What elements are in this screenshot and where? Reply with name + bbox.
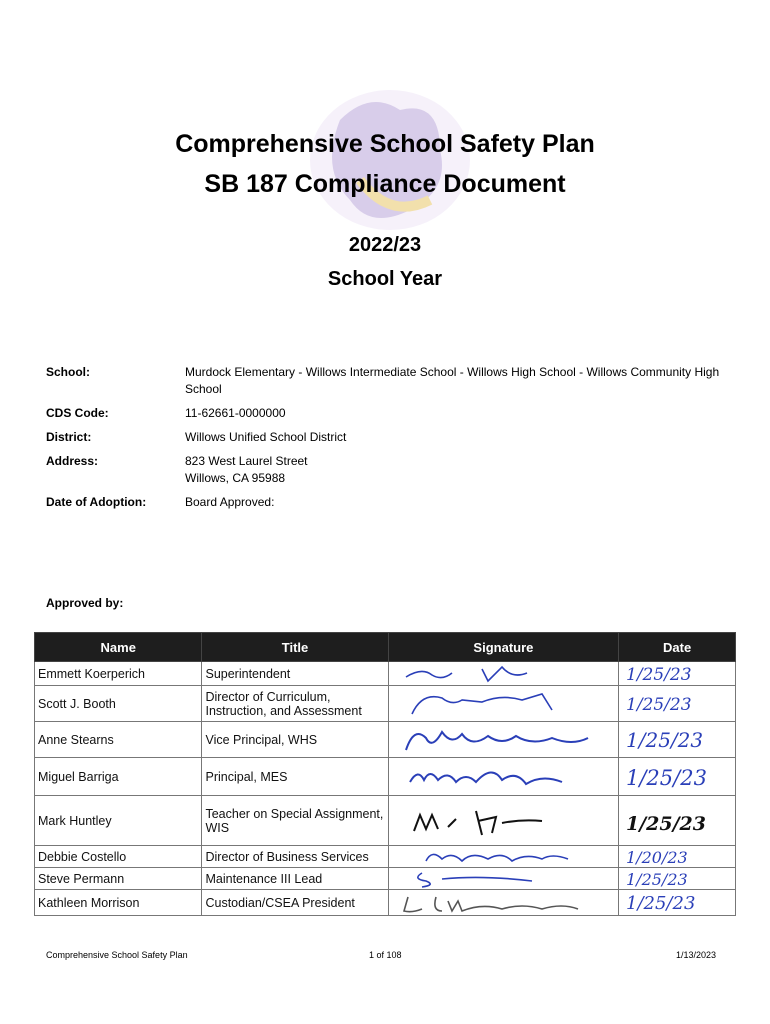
signature-cell: [388, 758, 619, 796]
svg-text:1/20/23: 1/20/23: [626, 847, 688, 867]
info-label: School:: [46, 365, 90, 379]
footer-date: 1/13/2023: [676, 950, 717, 960]
handwritten-date: [622, 761, 726, 793]
handwritten-signature: [392, 801, 608, 841]
signature-cell: [388, 796, 619, 846]
cell-title: Custodian/CSEA President: [202, 890, 388, 916]
table-row: [35, 796, 736, 846]
info-value: 11-62661-0000000: [185, 406, 286, 420]
handwritten-signature: [392, 663, 608, 685]
cell-title: Director of Business Services: [202, 846, 388, 868]
handwritten-date: [622, 869, 726, 889]
table-row: [35, 758, 736, 796]
info-row-cds-code: [46, 405, 736, 422]
cell-name: Miguel Barriga: [35, 758, 202, 796]
svg-text:1/25/23: 1/25/23: [626, 694, 692, 715]
approval-signature-table: [34, 632, 736, 928]
handwritten-signature: [392, 760, 608, 794]
info-row-date-of-adoption: [46, 494, 736, 511]
handwritten-signature: [392, 688, 608, 720]
table-row: [35, 722, 736, 758]
cell-title: Teacher on Special Assignment, WIS: [202, 796, 388, 846]
info-label: CDS Code:: [46, 406, 109, 420]
cell-name: Emmett Koerperich: [35, 662, 202, 686]
handwritten-date: [622, 690, 726, 718]
table-row: [35, 846, 736, 868]
footer-page-number: 1 of 108: [369, 950, 402, 960]
svg-text:1/25/23: 1/25/23: [626, 765, 708, 790]
school-year-value: 2022/23: [348, 234, 422, 256]
approved-by-heading: Approved by:: [46, 596, 124, 610]
table-row: [35, 662, 736, 686]
handwritten-signature: [392, 891, 608, 915]
cell-title: Vice Principal, WHS: [202, 722, 388, 758]
cell-title: Director of Curriculum, Instruction, and Assessment: [202, 686, 388, 722]
signature-cell: [388, 846, 619, 868]
table-header-row: [35, 633, 736, 662]
svg-text:1/25/23: 1/25/23: [626, 664, 692, 685]
info-value: Murdock Elementary - Willows Intermediate School - Willows High School - Willows Community High School: [185, 365, 720, 396]
handwritten-date: [622, 725, 726, 755]
svg-text:1/25/23: 1/25/23: [626, 869, 688, 889]
svg-text:1/25/23: 1/25/23: [626, 727, 704, 752]
info-value: [185, 453, 736, 487]
cell-date: [619, 662, 736, 686]
cell-name: Mark Huntley: [35, 796, 202, 846]
cell-name: Kathleen Morrison: [35, 890, 202, 916]
handwritten-signature: [392, 869, 608, 889]
svg-text:1/25/23: 1/25/23: [626, 812, 707, 835]
signature-cell: [388, 890, 619, 916]
school-info-block: [46, 364, 736, 518]
column-header-signature: Signature: [388, 633, 619, 662]
cell-name: Anne Stearns: [35, 722, 202, 758]
district-logo-watermark: [300, 80, 480, 240]
info-row-school: [46, 364, 736, 398]
svg-text:1/25/23: 1/25/23: [626, 892, 696, 914]
footer-document-name: Comprehensive School Safety Plan: [46, 950, 188, 960]
info-label: District:: [46, 430, 92, 444]
cell-date: [619, 846, 736, 868]
document-subtitle: SB 187 Compliance Document: [204, 170, 566, 198]
cell-date: [619, 686, 736, 722]
signature-cell: [388, 722, 619, 758]
cell-date: [619, 722, 736, 758]
cell-date: [619, 758, 736, 796]
cell-title: Principal, MES: [202, 758, 388, 796]
cell-date: [619, 868, 736, 890]
table-row: [35, 686, 736, 722]
handwritten-date: [622, 663, 726, 685]
cell-date: [619, 796, 736, 846]
signature-cell: [388, 662, 619, 686]
column-header-date: Date: [619, 633, 736, 662]
signature-cell: [388, 868, 619, 890]
address-street: 823 West Laurel Street: [185, 454, 308, 468]
column-header-name: Name: [35, 633, 202, 662]
cell-name: Debbie Costello: [35, 846, 202, 868]
info-row-district: [46, 429, 736, 446]
info-value: Board Approved:: [185, 495, 275, 509]
info-value: Willows Unified School District: [185, 430, 347, 444]
school-year-label: School Year: [327, 268, 443, 290]
cell-name: Steve Permann: [35, 868, 202, 890]
handwritten-signature: [392, 724, 608, 756]
cell-name: Scott J. Booth: [35, 686, 202, 722]
cell-title: Superintendent: [202, 662, 388, 686]
handwritten-signature: [392, 847, 608, 867]
cell-date: [619, 890, 736, 916]
column-header-title: Title: [202, 633, 388, 662]
handwritten-date: [622, 847, 726, 867]
signature-cell: [388, 686, 619, 722]
address-city: Willows, CA 95988: [185, 471, 286, 485]
info-label: Date of Adoption:: [46, 495, 147, 509]
handwritten-date: [622, 891, 726, 915]
cell-title: Maintenance III Lead: [202, 868, 388, 890]
table-row: [35, 868, 736, 890]
table-row: [35, 890, 736, 916]
info-label: Address:: [46, 454, 99, 468]
handwritten-date: [622, 804, 726, 838]
document-title: Comprehensive School Safety Plan: [175, 130, 595, 158]
info-row-address: [46, 453, 736, 487]
